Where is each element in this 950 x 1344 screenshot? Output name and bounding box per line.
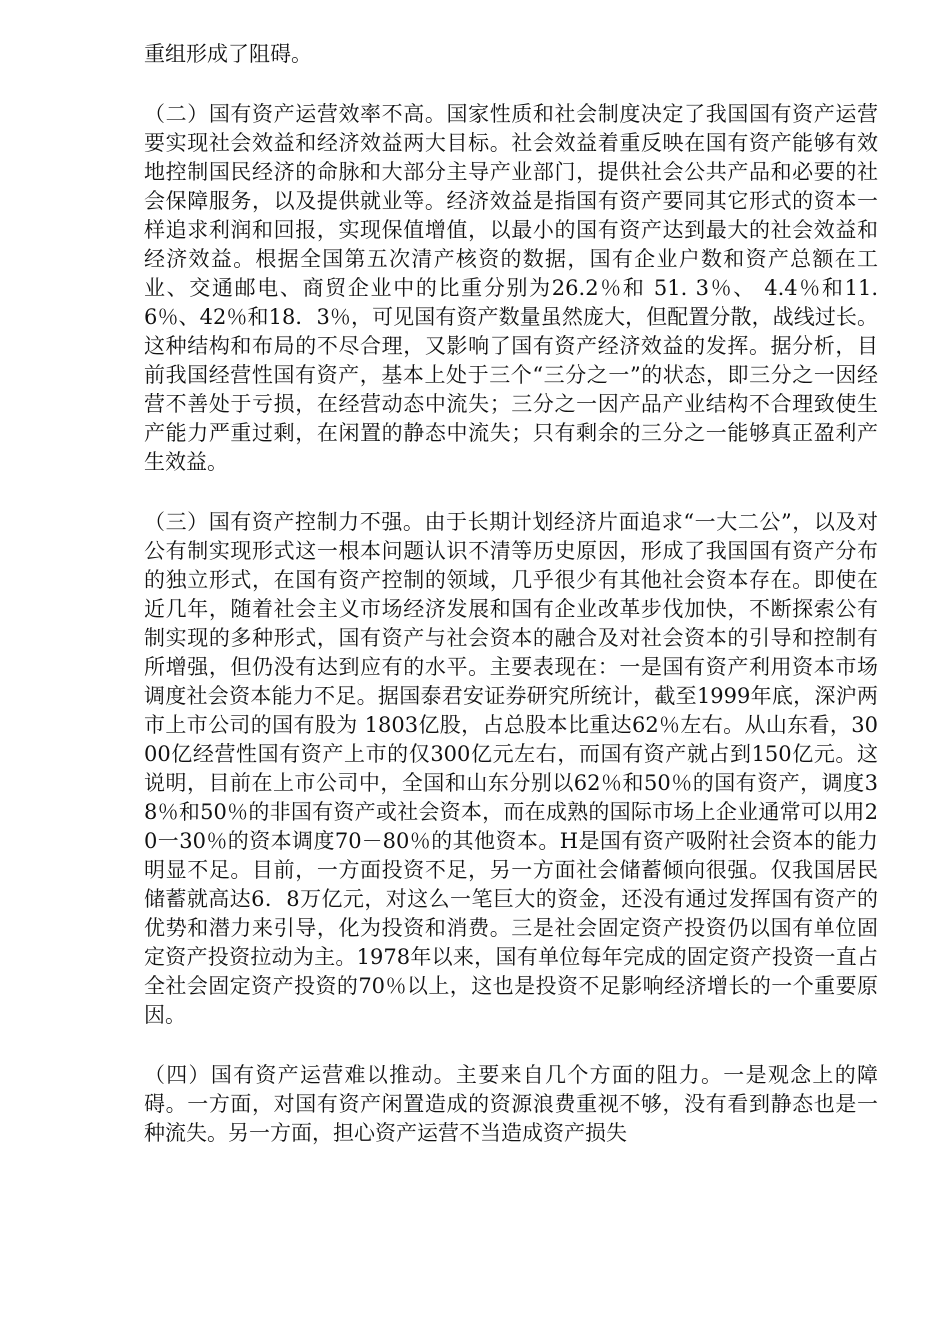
paragraph-gap bbox=[144, 69, 878, 100]
paragraph-gap bbox=[144, 477, 878, 508]
paragraph-continuation: 重组形成了阻碍。 bbox=[144, 42, 312, 66]
paragraph-section-2: （二）国有资产运营效率不高。国家性质和社会制度决定了我国国有资产运营要实现社会效益和经济效益两大目标。社会效益着重反映在国有资产能够有效地控制国民经济的命脉和大部分主导产业部门，提供社会公共产品和必要的社会保障服务，以及提供就业等。经济效益是指国有资产要同其它形式的资本一样追求利润和回报，实现保值增值，以最小的国有资产达到最大的社会效益和经济效益。根据全国第五次清产核资的数据，国有企业户数和资产总额在工业、交通邮电、商贸企业中的比重分别为26.2％和 51. 3％、 4.4％和11. 6％、42％和18．3％，可见国有资产数量虽然庞大，但配置分散，战线过长。这种结构和布局的不尽合理，又影响了国有资产经济效益的发挥。据分析，目前我国经营性国有资产，基本上处于三个“三分之一”的状态，即三分之一因经营不善处于亏损，在经营动态中流失；三分之一因产品产业结构不合理致使生产能力严重过剩，在闲置的静态中流失；只有剩余的三分之一能够真正盈利产生效益。 bbox=[144, 102, 878, 474]
paragraph-gap bbox=[144, 1030, 878, 1061]
paragraph-section-3: （三）国有资产控制力不强。由于长期计划经济片面追求“一大二公”，以及对公有制实现形式这一根本问题认识不清等历史原因，形成了我国国有资产分布的独立形式，在国有资产控制的领域，几乎很少有其他社会资本存在。即使在近几年，随着社会主义市场经济发展和国有企业改革步伐加快，不断探索公有制实现的多种形式，国有资产与社会资本的融合及对社会资本的引导和控制有所增强，但仍没有达到应有的水平。主要表现在：一是国有资产利用资本市场调度社会资本能力不足。据国泰君安证券研究所统计，截至1999年底，深沪两市上市公司的国有股为 1803亿股，占总股本比重达62％左右。从山东看，3000亿经营性国有资产上市的仅300亿元左右，而国有资产就占到150亿元。这说明，目前在上市公司中，全国和山东分别以62％和50％的国有资产，调度38％和50％的非国有资产或社会资本，而在成熟的国际市场上企业通常可以用20一30％的资本调度70－80％的其他资本。H是国有资产吸附社会资本的能力明显不足。目前，一方面投资不足，另一方面社会储蓄倾向很强。仅我国居民储蓄就高达6．8万亿元，对这么一笔巨大的资金，还没有通过发挥国有资产的优势和潜力来引导，化为投资和消费。三是社会固定资产投资仍以国有单位固定资产投资拉动为主。1978年以来，国有单位每年完成的固定资产投资一直占全社会固定资产投资的70％以上，这也是投资不足影响经济增长的一个重要原因。 bbox=[144, 510, 878, 1027]
paragraph-section-4: （四）国有资产运营难以推动。主要来自几个方面的阻力。一是观念上的障碍。一方面，对国有资产闲置造成的资源浪费重视不够，没有看到静态也是一种流失。另一方面，担心资产运营不当造成资产损失 bbox=[144, 1063, 878, 1145]
document-page bbox=[144, 40, 878, 1148]
